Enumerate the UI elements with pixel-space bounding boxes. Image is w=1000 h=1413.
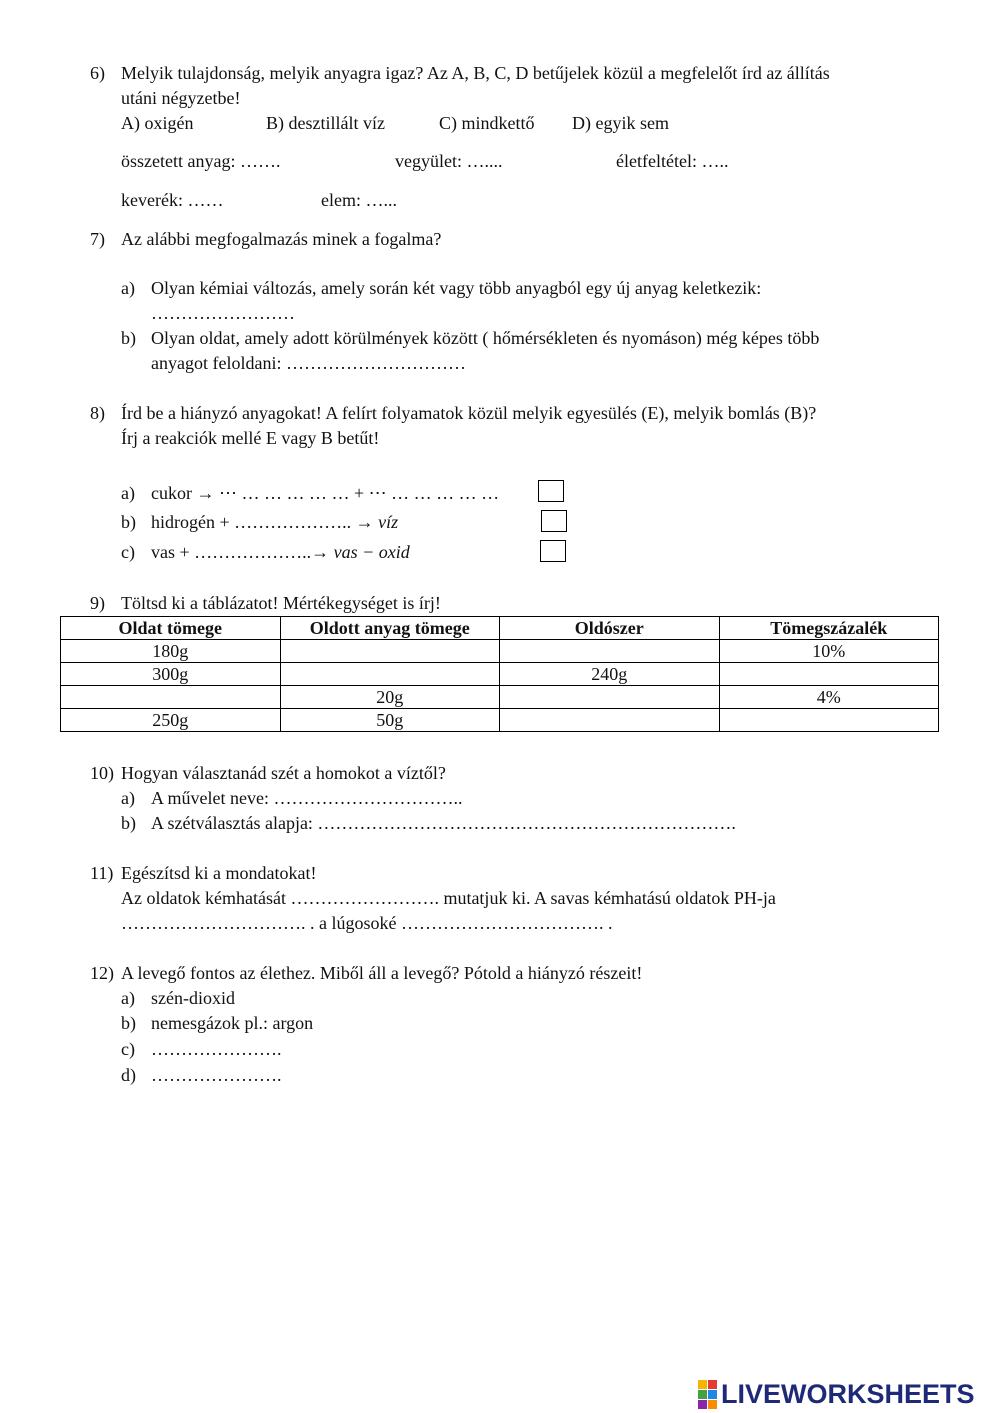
reaction-c	[151, 540, 410, 564]
answer-blank-keverek[interactable]: keverék: ……	[121, 190, 224, 210]
table-cell[interactable]	[719, 709, 939, 732]
item-letter: a)	[121, 788, 135, 808]
table-cell[interactable]	[280, 663, 500, 686]
question-number: 6)	[90, 63, 105, 83]
reaction-text: vas + ………………..	[151, 542, 312, 562]
option-a: A) oxigén	[121, 113, 194, 133]
logo-square	[698, 1380, 707, 1389]
table-cell[interactable]	[719, 663, 939, 686]
logo-square	[708, 1380, 717, 1389]
table-cell[interactable]	[61, 686, 281, 709]
answer-blank-eletfeltetel[interactable]: életfeltétel: …..	[616, 151, 729, 171]
item-text: nemesgázok pl.: argon	[151, 1013, 314, 1033]
reaction-b	[151, 510, 398, 534]
table-cell[interactable]	[280, 640, 500, 663]
table-cell[interactable]: 20g	[280, 686, 500, 709]
reaction-text: hidrogén + ………………..	[151, 512, 356, 532]
question-number: 7)	[90, 229, 105, 249]
logo-square	[708, 1400, 717, 1409]
question-text: Írd be a hiányzó anyagokat! A felírt folyamatok közül melyik egyesülés (E), melyik bomlás (B)?	[121, 403, 817, 423]
option-d: D) egyik sem	[572, 113, 669, 133]
reaction-product: → vas − oxid	[311, 542, 410, 562]
logo-text: LIVEWORKSHEETS	[721, 1379, 975, 1409]
answer-blank-elem[interactable]: elem: …...	[321, 190, 397, 210]
reaction-letter: c)	[121, 542, 135, 562]
item-letter: b)	[121, 813, 136, 833]
reaction-a	[151, 481, 499, 505]
answer-blank[interactable]: ……………………	[151, 303, 295, 323]
logo-square	[708, 1390, 717, 1399]
table-cell[interactable]: 10%	[719, 640, 939, 663]
question-text: Hogyan választanád szét a homokot a víztől?	[121, 763, 446, 783]
table-row	[61, 663, 939, 686]
item-text: Olyan kémiai változás, amely során két vagy több anyagból egy új anyag keletkezik:	[151, 278, 762, 298]
table-cell[interactable]: 250g	[61, 709, 281, 732]
header-oldott-anyag-tomege: Oldott anyag tömege	[280, 617, 500, 640]
table-cell[interactable]: 300g	[61, 663, 281, 686]
table-cell[interactable]: 4%	[719, 686, 939, 709]
question-text: Töltsd ki a táblázatot! Mértékegységet is írj!	[121, 593, 441, 613]
question-text: A levegő fontos az élethez. Miből áll a levegő? Pótold a hiányzó részeit!	[121, 963, 643, 983]
answer-box-b[interactable]	[541, 510, 567, 532]
header-tomegszazalek: Tömegszázalék	[719, 617, 939, 640]
logo-icon	[698, 1380, 717, 1409]
answer-blank-alapja[interactable]: A szétválasztás alapja: …………………………………………………………….	[151, 813, 736, 833]
item-letter: a)	[121, 278, 135, 298]
answer-blank-osszetett[interactable]: összetett anyag: …….	[121, 151, 281, 171]
header-oldat-tomege: Oldat tömege	[61, 617, 281, 640]
logo-square	[698, 1400, 707, 1409]
table-cell[interactable]	[500, 709, 720, 732]
question-text-cont: Írj a reakciók mellé E vagy B betűt!	[121, 428, 380, 448]
question-number: 9)	[90, 593, 105, 613]
solution-table	[60, 616, 939, 732]
option-c: C) mindkettő	[439, 113, 535, 133]
answer-box-a[interactable]	[538, 480, 564, 502]
question-text: Melyik tulajdonság, melyik anyagra igaz? Az A, B, C, D betűjelek közül a megfelelőt írd az állítás	[121, 63, 830, 83]
item-letter: d)	[121, 1065, 136, 1085]
reaction-product: → víz	[355, 512, 399, 532]
sentence-line[interactable]: …………………………. . a lúgosoké ……………………………. .	[121, 913, 613, 933]
reaction-letter: b)	[121, 512, 136, 532]
question-number: 10)	[90, 763, 114, 783]
answer-blank[interactable]: ………………….	[151, 1065, 282, 1085]
answer-blank-vegyulet[interactable]: vegyület: …....	[395, 151, 503, 171]
reaction-letter: a)	[121, 483, 135, 503]
table-cell[interactable]: 50g	[280, 709, 500, 732]
question-text: Az alábbi megfogalmazás minek a fogalma?	[121, 229, 442, 249]
table-cell[interactable]	[500, 686, 720, 709]
sentence-line[interactable]: Az oldatok kémhatását ……………………. mutatjuk ki. A savas kémhatású oldatok PH-ja	[121, 888, 776, 908]
answer-blank[interactable]: anyagot feloldani: …………………………	[151, 353, 466, 373]
item-text: szén-dioxid	[151, 988, 235, 1008]
item-letter: b)	[121, 328, 136, 348]
answer-blank-muvelet[interactable]: A művelet neve: …………………………..	[151, 788, 463, 808]
question-number: 12)	[90, 963, 114, 983]
header-oldoszer: Oldószer	[500, 617, 720, 640]
item-letter: b)	[121, 1013, 136, 1033]
table-cell[interactable]	[500, 640, 720, 663]
item-text: Olyan oldat, amely adott körülmények között ( hőmérsékleten és nyomáson) még képes több	[151, 328, 820, 348]
answer-box-c[interactable]	[540, 540, 566, 562]
table-header-row	[61, 617, 939, 640]
liveworksheets-logo	[698, 1380, 975, 1408]
question-number: 11)	[90, 863, 114, 883]
item-letter: c)	[121, 1039, 135, 1059]
question-text: Egészítsd ki a mondatokat!	[121, 863, 317, 883]
option-b: B) desztillált víz	[266, 113, 385, 133]
item-letter: a)	[121, 988, 135, 1008]
answer-blank[interactable]: ………………….	[151, 1039, 282, 1059]
table-cell[interactable]: 180g	[61, 640, 281, 663]
logo-square	[698, 1390, 707, 1399]
table-row	[61, 709, 939, 732]
table-row	[61, 640, 939, 663]
question-text-cont: utáni négyzetbe!	[121, 88, 241, 108]
table-row	[61, 686, 939, 709]
question-number: 8)	[90, 403, 105, 423]
reaction-text: cukor → ⋯ … … … … … + ⋯ … … … … …	[151, 483, 500, 503]
table-cell[interactable]: 240g	[500, 663, 720, 686]
